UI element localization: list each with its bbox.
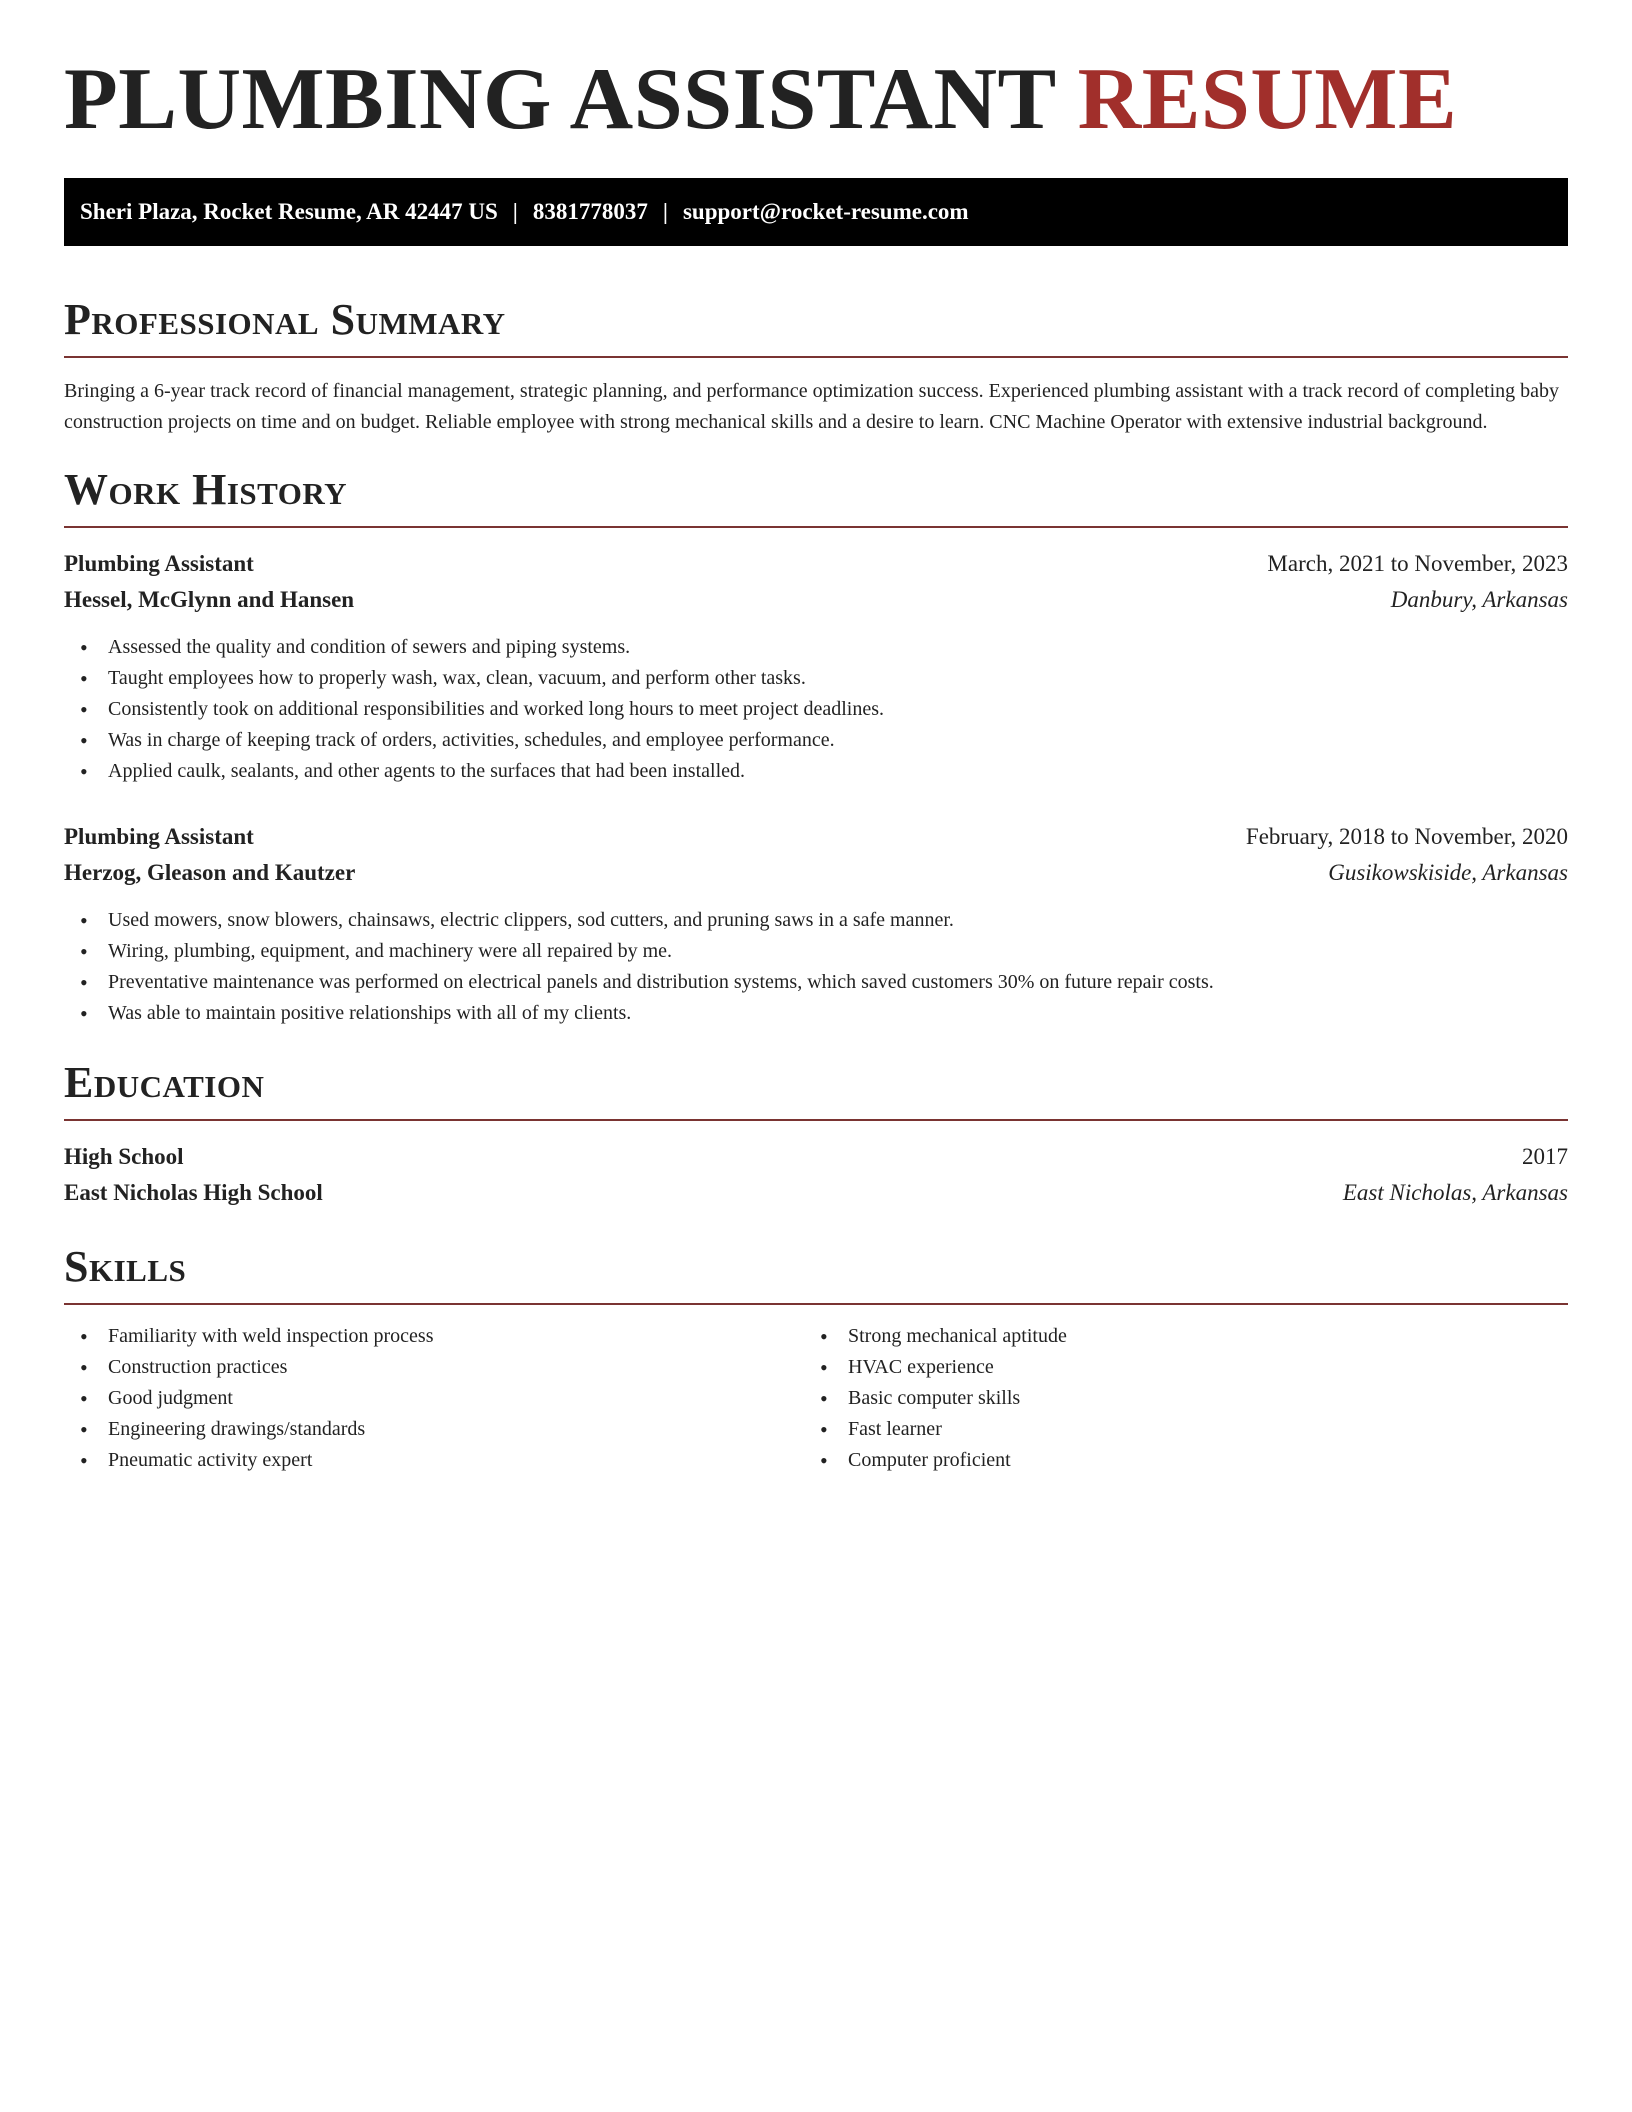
skill-item: • Strong mechanical aptitude bbox=[804, 1321, 1544, 1352]
job-company: Hessel, McGlynn and Hansen bbox=[64, 587, 355, 612]
job-bullets bbox=[64, 905, 1568, 1029]
work-history-section bbox=[64, 465, 1568, 1029]
contact-email: support@rocket-resume.com bbox=[682, 199, 969, 224]
job-dates: March, 2021 to November, 2023 bbox=[1267, 551, 1568, 576]
list-item: • Assessed the quality and condition of sewers and piping systems. bbox=[64, 632, 1568, 663]
list-item: • Consistently took on additional responsibilities and worked long hours to meet project deadlines. bbox=[64, 694, 1568, 725]
education-section bbox=[64, 1058, 1568, 1211]
job-company: Herzog, Gleason and Kautzer bbox=[64, 860, 356, 885]
skills-section bbox=[64, 1242, 1568, 1476]
contact-separator: | bbox=[512, 199, 518, 224]
skills-grid bbox=[64, 1321, 1568, 1476]
list-item: • Preventative maintenance was performed on electrical panels and distribution systems, which saved customers 30% on future repair costs. bbox=[64, 967, 1568, 998]
skills-list-right bbox=[804, 1321, 1544, 1476]
education-school-row bbox=[64, 1175, 1568, 1211]
section-divider bbox=[64, 1303, 1568, 1305]
job-company-row bbox=[64, 582, 1568, 618]
job-company-row bbox=[64, 855, 1568, 891]
education-year: 2017 bbox=[1522, 1144, 1568, 1169]
summary-section bbox=[64, 295, 1568, 438]
education-degree: High School bbox=[64, 1144, 184, 1169]
skill-item: • Familiarity with weld inspection process bbox=[64, 1321, 804, 1352]
skill-item: • Good judgment bbox=[64, 1383, 804, 1414]
contact-phone: 8381778037 bbox=[532, 199, 648, 224]
section-divider bbox=[64, 526, 1568, 528]
list-item: • Was in charge of keeping track of orders, activities, schedules, and employee performance. bbox=[64, 725, 1568, 756]
summary-text: Bringing a 6-year track record of financial management, strategic planning, and performance optimization success. Experienced plumbing assistant with a track record of completing baby construction projects on time and on budget. Reliable employee with strong mechanical skills and a desire to learn. CNC Machine Operator with extensive industrial background. bbox=[64, 380, 1560, 433]
education-location: East Nicholas, Arkansas bbox=[1342, 1180, 1568, 1205]
skill-item: • Computer proficient bbox=[804, 1445, 1544, 1476]
job-dates: February, 2018 to November, 2020 bbox=[1245, 824, 1568, 849]
skill-item: • HVAC experience bbox=[804, 1352, 1544, 1383]
section-heading-skills: Skills bbox=[64, 1242, 187, 1291]
job-title-row bbox=[64, 819, 1568, 855]
job-title-row bbox=[64, 546, 1568, 582]
contact-address: Sheri Plaza, Rocket Resume, AR 42447 US bbox=[80, 199, 498, 224]
education-school: East Nicholas High School bbox=[64, 1180, 323, 1205]
skill-item: • Fast learner bbox=[804, 1414, 1544, 1445]
job-title: Plumbing Assistant bbox=[64, 551, 254, 576]
list-item: • Was able to maintain positive relationships with all of my clients. bbox=[64, 998, 1568, 1029]
skill-item: • Construction practices bbox=[64, 1352, 804, 1383]
job-location: Gusikowskiside, Arkansas bbox=[1328, 860, 1568, 885]
education-degree-row bbox=[64, 1139, 1568, 1175]
contact-bar bbox=[64, 178, 1568, 246]
job-entry bbox=[64, 546, 1568, 787]
job-location: Danbury, Arkansas bbox=[1390, 587, 1568, 612]
job-title: Plumbing Assistant bbox=[64, 824, 254, 849]
job-entry bbox=[64, 819, 1568, 1029]
section-divider bbox=[64, 356, 1568, 358]
skill-item: • Basic computer skills bbox=[804, 1383, 1544, 1414]
list-item: • Applied caulk, sealants, and other agents to the surfaces that had been installed. bbox=[64, 756, 1568, 787]
resume-title bbox=[64, 51, 1568, 148]
skills-list-left bbox=[64, 1321, 804, 1476]
section-heading-education: Education bbox=[64, 1058, 265, 1107]
education-entry bbox=[64, 1139, 1568, 1211]
skill-item: • Pneumatic activity expert bbox=[64, 1445, 804, 1476]
job-bullets bbox=[64, 632, 1568, 787]
list-item: • Wiring, plumbing, equipment, and machinery were all repaired by me. bbox=[64, 936, 1568, 967]
list-item: • Used mowers, snow blowers, chainsaws, electric clippers, sod cutters, and pruning saws in a safe manner. bbox=[64, 905, 1568, 936]
title-accent: RESUME bbox=[1077, 51, 1458, 148]
section-heading-summary: Professional Summary bbox=[64, 295, 506, 344]
list-item: • Taught employees how to properly wash, wax, clean, vacuum, and perform other tasks. bbox=[64, 663, 1568, 694]
title-main: PLUMBING ASSISTANT bbox=[64, 51, 1056, 148]
skill-item: • Engineering drawings/standards bbox=[64, 1414, 804, 1445]
contact-separator: | bbox=[662, 199, 668, 224]
section-divider bbox=[64, 1119, 1568, 1121]
section-heading-work: Work History bbox=[64, 465, 348, 514]
